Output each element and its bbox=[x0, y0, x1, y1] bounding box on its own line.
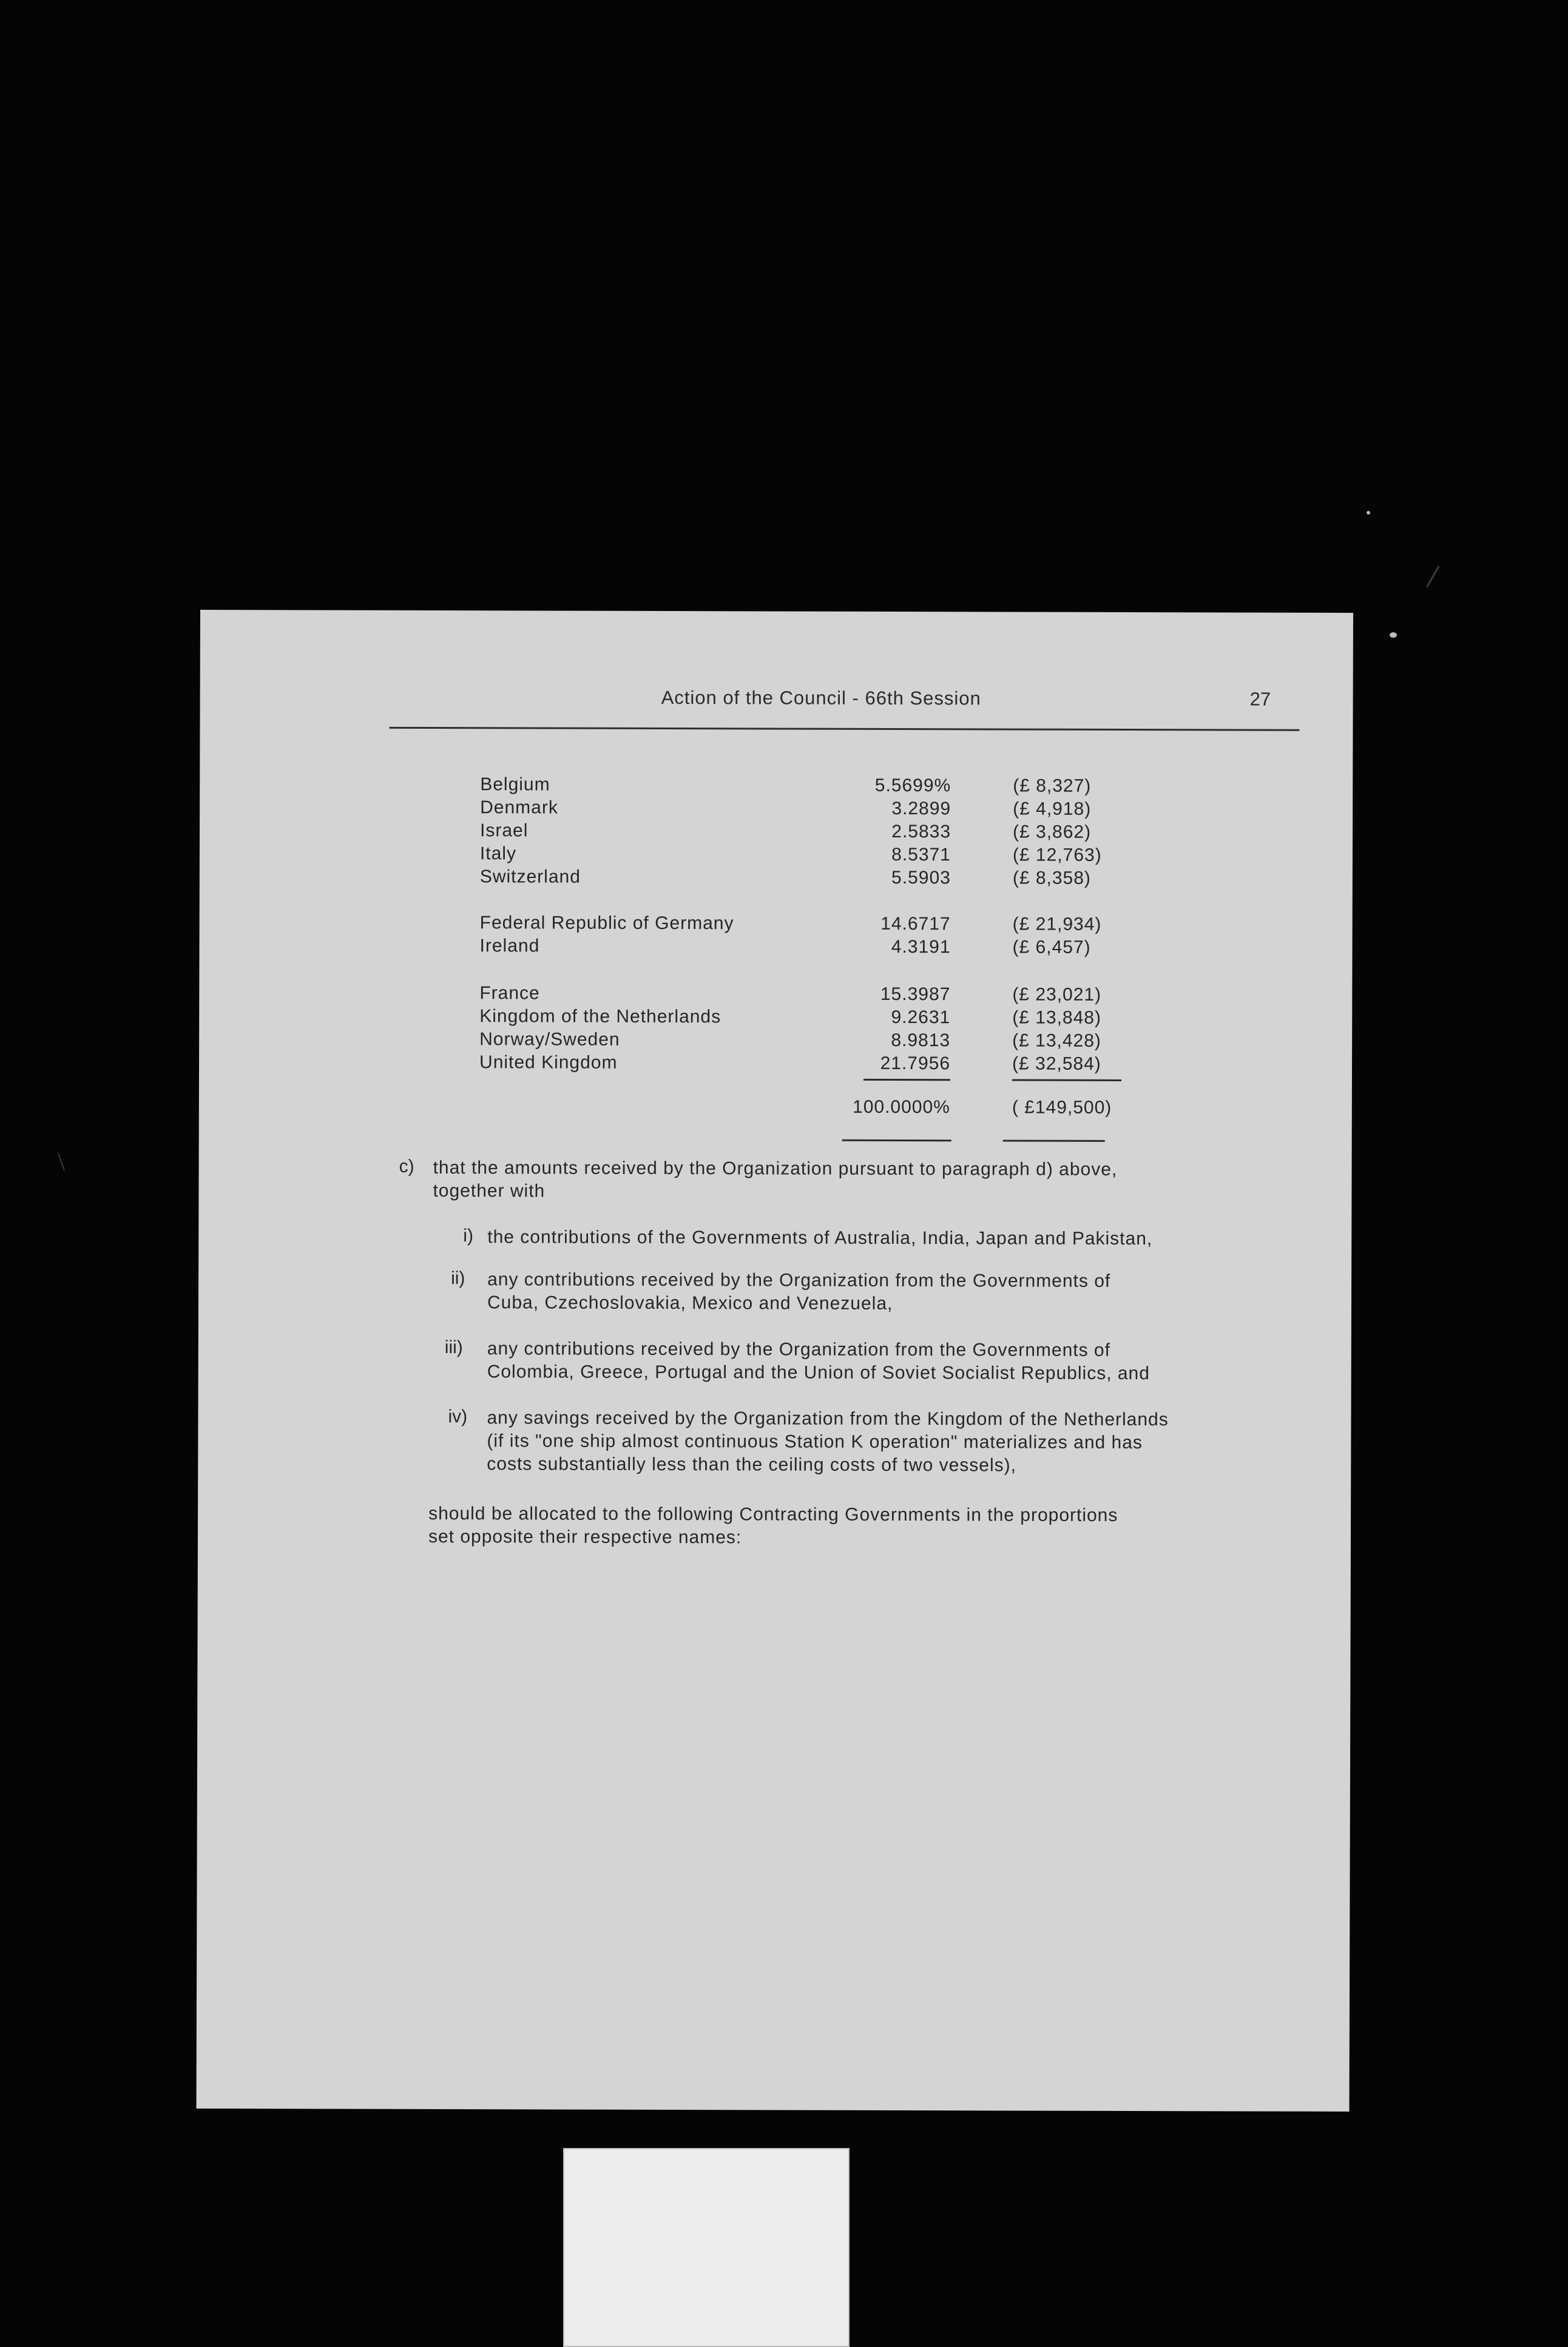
country-name: Federal Republic of Germany bbox=[480, 913, 734, 934]
item-iii-line-1: any contributions received by the Organization from the Governments of bbox=[487, 1337, 1110, 1362]
amount-value: (£ 13,848) bbox=[1012, 1008, 1153, 1029]
subtotal-rule-percent bbox=[863, 1079, 950, 1081]
document-page bbox=[197, 610, 1353, 2112]
country-name: Kingdom of the Netherlands bbox=[479, 1006, 721, 1027]
amount-value: (£ 32,584) bbox=[1012, 1054, 1153, 1075]
country-name: France bbox=[479, 983, 539, 1004]
item-iii-line-2: Colombia, Greece, Portugal and the Union of Soviet Socialist Republics, and bbox=[487, 1360, 1150, 1385]
country-name: Israel bbox=[480, 820, 528, 841]
total-rule-amount bbox=[1003, 1140, 1105, 1141]
paragraph-c-line-2: together with bbox=[433, 1180, 545, 1203]
item-iv-line-2: (if its "one ship almost continuous Station K operation" materializes and has bbox=[487, 1430, 1143, 1454]
header-title: Action of the Council - 66th Session bbox=[661, 687, 981, 709]
subtotal-rule-amount bbox=[1012, 1079, 1121, 1081]
film-speck bbox=[1390, 632, 1397, 638]
country-name: Denmark bbox=[480, 797, 558, 818]
film-scratch bbox=[58, 1153, 65, 1171]
percent-value: 5.5699% bbox=[806, 775, 951, 797]
paragraph-c-line-1: that the amounts received by the Organization pursuant to paragraph d) above, bbox=[433, 1157, 1118, 1181]
percent-value: 21.7956 bbox=[806, 1053, 950, 1075]
item-marker: iii) bbox=[445, 1337, 463, 1358]
percent-value: 14.6717 bbox=[806, 914, 951, 935]
film-speck bbox=[1367, 511, 1370, 515]
amount-value: (£ 21,934) bbox=[1013, 914, 1154, 936]
total-rule-percent bbox=[842, 1140, 951, 1141]
percent-value: 9.2631 bbox=[806, 1007, 950, 1028]
item-marker: iv) bbox=[448, 1407, 467, 1427]
item-iv-line-3: costs substantially less than the ceiling costs of two vessels), bbox=[487, 1453, 1016, 1477]
page-number: 27 bbox=[1250, 689, 1271, 711]
amount-value: (£ 3,862) bbox=[1013, 822, 1154, 843]
amount-value: (£ 13,428) bbox=[1012, 1031, 1153, 1052]
country-name: Ireland bbox=[480, 936, 540, 956]
percent-value: 2.5833 bbox=[806, 822, 951, 843]
item-marker: ii) bbox=[451, 1268, 465, 1289]
running-header bbox=[200, 686, 1353, 713]
item-iv-line-1: any savings received by the Organization from the Kingdom of the Netherlands bbox=[487, 1407, 1168, 1431]
paragraph-marker: c) bbox=[399, 1157, 414, 1177]
item-i-line-1: the contributions of the Governments of Australia, India, Japan and Pakistan, bbox=[487, 1226, 1152, 1251]
amount-value: (£ 4,918) bbox=[1013, 799, 1154, 820]
total-amount: ( £149,500) bbox=[1012, 1098, 1153, 1119]
percent-value: 5.5903 bbox=[806, 868, 951, 889]
closing-line-2: set opposite their respective names: bbox=[428, 1525, 742, 1549]
closing-line-1: should be allocated to the following Contracting Governments in the proportions bbox=[428, 1502, 1118, 1527]
amount-value: (£ 23,021) bbox=[1012, 985, 1153, 1006]
country-name: Switzerland bbox=[480, 866, 581, 887]
country-name: Belgium bbox=[480, 774, 550, 795]
amount-value: (£ 8,327) bbox=[1013, 776, 1154, 797]
amount-value: (£ 12,763) bbox=[1013, 845, 1154, 866]
header-rule bbox=[389, 727, 1299, 731]
percent-value: 3.2899 bbox=[806, 799, 951, 820]
percent-value: 4.3191 bbox=[806, 937, 951, 958]
paper-slip bbox=[563, 2148, 850, 2347]
item-ii-line-1: any contributions received by the Organization from the Governments of bbox=[487, 1268, 1110, 1293]
amount-value: (£ 6,457) bbox=[1013, 937, 1154, 959]
country-name: Norway/Sweden bbox=[479, 1029, 620, 1050]
percent-value: 8.9813 bbox=[806, 1030, 950, 1052]
country-name: United Kingdom bbox=[479, 1052, 618, 1073]
country-name: Italy bbox=[480, 843, 516, 864]
film-scratch bbox=[1426, 566, 1440, 587]
item-marker: i) bbox=[463, 1226, 473, 1246]
percent-value: 8.5371 bbox=[806, 845, 951, 866]
total-percent: 100.0000% bbox=[806, 1097, 950, 1118]
percent-value: 15.3987 bbox=[806, 984, 950, 1005]
item-ii-line-2: Cuba, Czechoslovakia, Mexico and Venezuela, bbox=[487, 1291, 893, 1315]
amount-value: (£ 8,358) bbox=[1013, 868, 1154, 890]
